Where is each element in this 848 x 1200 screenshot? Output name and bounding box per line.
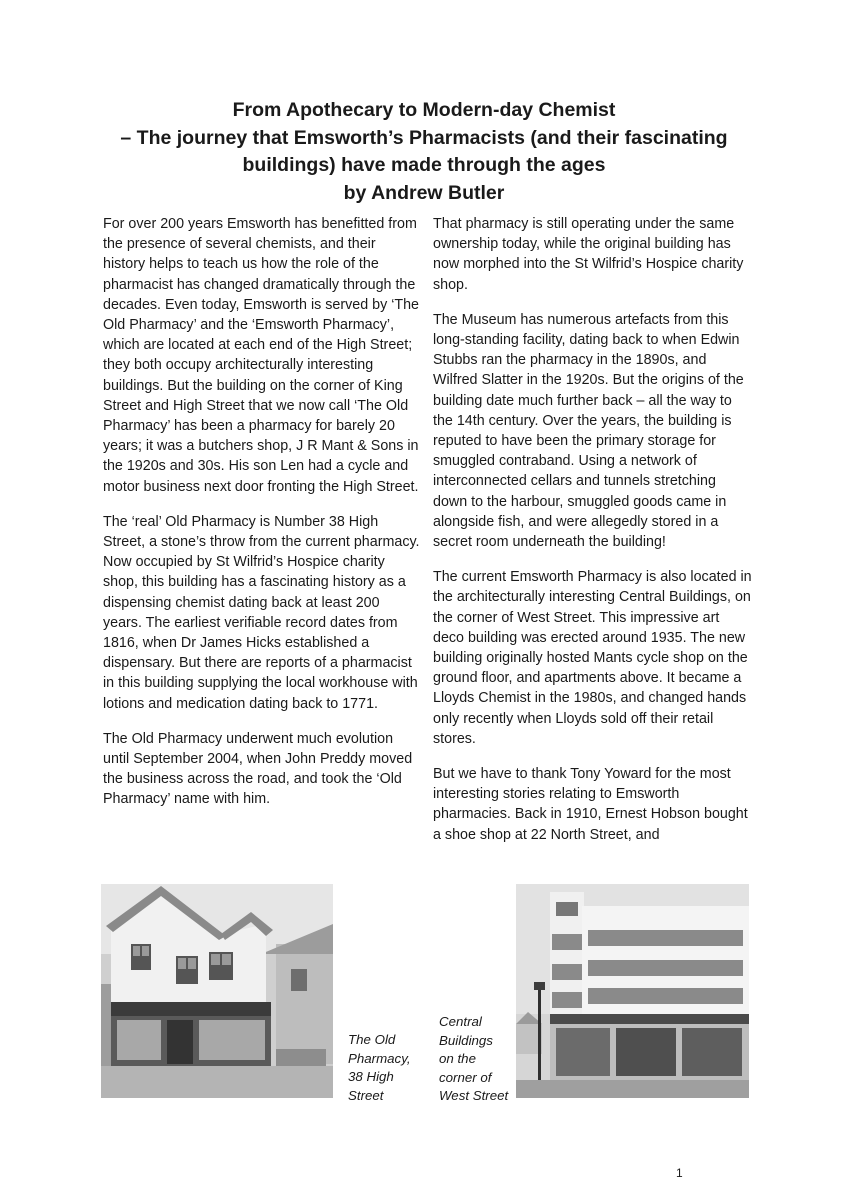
page-number: 1 xyxy=(676,1166,683,1180)
old-pharmacy-caption xyxy=(348,1031,428,1105)
caption-line: West Street xyxy=(439,1088,509,1103)
caption-line: on the xyxy=(439,1051,476,1066)
caption-line: Pharmacy, xyxy=(348,1050,411,1066)
right-column xyxy=(433,214,753,860)
caption-line: Street xyxy=(348,1087,384,1103)
left-column xyxy=(103,214,421,825)
title-line: buildings) have made through the ages xyxy=(242,154,606,176)
caption-line: Buildings xyxy=(439,1032,493,1048)
title-line: – The journey that Emsworth’s Pharmacists (and their fascinating xyxy=(120,126,728,149)
old-pharmacy-photo xyxy=(101,884,333,1098)
paragraph: For over 200 years Emsworth has benefitted from the presence of several chemists, and their history helps to teach us how the role of the pharmacist has changed dramatically through the decades. Even today, Emsworth is served by ‘The Old Pharmacy’ and the ‘Emsworth Pharmacy’, which are located at each end of the High Street; they both occupy architecturally interesting buildings. But the building on the corner of King Street and High Street that we now call ‘The Old Pharmacy’ has been a pharmacy for barely 20 years; it was a butchers shop, J R Mant & Sons in the 1920s and 30s. His son Len had a cycle and motor business next door fronting the High Street. xyxy=(103,216,420,495)
caption-line: The Old xyxy=(348,1032,396,1047)
paragraph: The current Emsworth Pharmacy is also located in the architecturally interesting Central Buildings, on the corner of West Street. This impressive art deco building was erected around 1935. The new building originally hosted Mants cycle shop on the ground floor, and apartments above. It became a Lloyds Chemist in the 1980s, and changed hands only recently when Lloyds sold off their retail stores. xyxy=(433,569,752,747)
central-buildings-photo xyxy=(516,884,749,1098)
caption-line: Central xyxy=(439,1014,482,1029)
paragraph: The Museum has numerous artefacts from this long-standing facility, dating back to when Edwin Stubbs ran the pharmacy in the 1890s, and Wilfred Slatter in the 1920s. But the origins of the building date much further back – all the way to the 14th century. Over the years, the building is reputed to have been the primary storage for smuggled contraband. Using a network of interconnected cellars and tunnels stretching down to the harbour, smuggled goods came in alongside fish, and were allegedly stored in a secret room underneath the building! xyxy=(433,311,744,551)
byline: by Andrew Butler xyxy=(343,181,505,204)
paragraph: The ‘real’ Old Pharmacy is Number 38 High Street, a stone’s throw from the current pharmacy. Now occupied by St Wilfrid’s Hospice charity shop, this building has a fascinating history as a dispensing chemist dating back at least 200 years. The earliest verifiable record dates from 1816, when Dr James Hicks established a dispensary. But there are reports of a pharmacist in this building supplying the local workhouse with lotions and medication dating back to 1771. xyxy=(103,513,420,712)
paragraph: But we have to thank Tony Yoward for the most interesting stories relating to Emsworth pharmacies. Back in 1910, Ernest Hobson bought a shoe shop at 22 North Street, and xyxy=(433,766,748,843)
title-line: From Apothecary to Modern-day Chemist xyxy=(232,99,616,121)
paragraph: The Old Pharmacy underwent much evolution until September 2004, when John Preddy moved the business across the road, and took the ‘Old Pharmacy’ name with him. xyxy=(103,730,413,808)
central-buildings-caption xyxy=(439,1013,519,1106)
article-title xyxy=(90,97,758,207)
caption-line: 38 High xyxy=(348,1069,394,1084)
paragraph: That pharmacy is still operating under the same ownership today, while the original building has now morphed into the St Wilfrid’s Hospice charity shop. xyxy=(433,216,744,293)
caption-line: corner of xyxy=(439,1069,492,1085)
